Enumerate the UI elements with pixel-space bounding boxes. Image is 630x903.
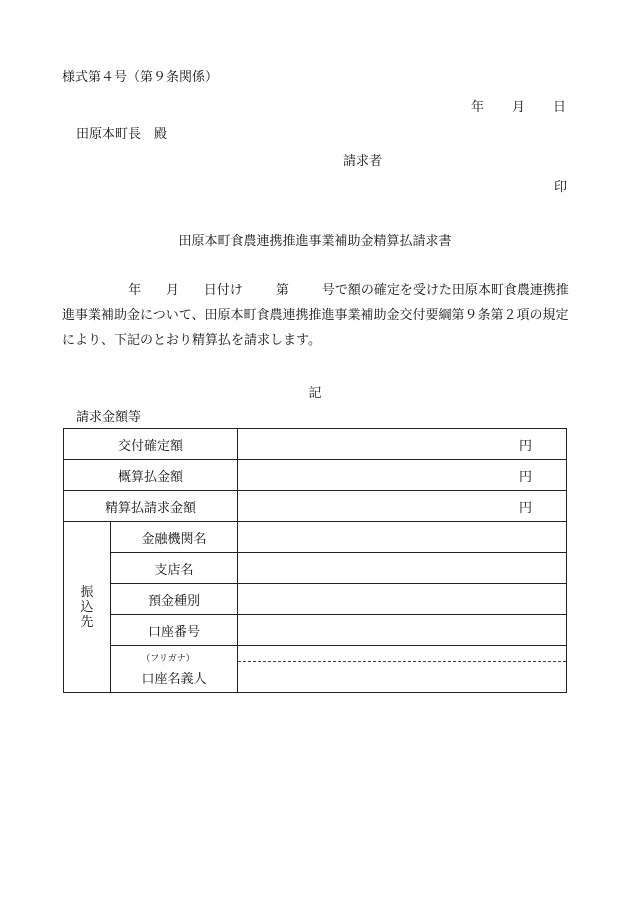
holder-name-field[interactable] bbox=[238, 661, 566, 692]
amount-cell[interactable] bbox=[238, 491, 567, 522]
table-row bbox=[64, 584, 567, 615]
row-label: 預金種別 bbox=[111, 584, 238, 615]
row-label: 支店名 bbox=[111, 553, 238, 584]
amount-cell[interactable] bbox=[238, 429, 567, 460]
furigana-field[interactable] bbox=[238, 646, 566, 661]
body-year: 年 bbox=[128, 283, 142, 298]
body-paragraph bbox=[62, 278, 572, 353]
table-row bbox=[64, 646, 567, 693]
body-text: 号で額の確定を受けた田原本町食農連携推進事業補助金について、田原本町食農連携推進事業補助金交付要綱第９条第２項の規定により、下記のとおり精算払を請求します。 bbox=[62, 283, 569, 348]
seal-mark: 印 bbox=[553, 180, 567, 195]
body-number-prefix: 第 bbox=[275, 283, 289, 298]
yen-unit: 円 bbox=[518, 469, 532, 485]
body-month: 月 bbox=[165, 283, 179, 298]
account-holder-label-cell bbox=[111, 646, 238, 693]
document-title: 田原本町食農連携推進事業補助金精算払請求書 bbox=[178, 234, 452, 249]
table-row bbox=[64, 429, 567, 460]
date-line bbox=[471, 96, 566, 115]
table-row bbox=[64, 615, 567, 646]
yen-unit: 円 bbox=[518, 500, 532, 516]
row-label: 精算払請求金額 bbox=[64, 491, 238, 522]
value-cell[interactable] bbox=[238, 615, 567, 646]
row-label: 口座名義人 bbox=[141, 672, 207, 687]
table-row bbox=[64, 553, 567, 584]
date-year: 年 bbox=[470, 100, 484, 115]
amount-cell[interactable] bbox=[238, 460, 567, 491]
row-label: 口座番号 bbox=[111, 615, 238, 646]
date-month: 月 bbox=[511, 100, 525, 115]
row-label: 交付確定額 bbox=[64, 429, 238, 460]
yen-unit: 円 bbox=[518, 438, 532, 454]
date-day: 日 bbox=[552, 100, 566, 115]
furigana-label: （フリガナ） bbox=[141, 654, 195, 664]
table-row bbox=[64, 491, 567, 522]
section-label: 請求金額等 bbox=[76, 410, 142, 425]
account-holder-cell[interactable] bbox=[238, 646, 567, 693]
value-cell[interactable] bbox=[238, 522, 567, 553]
addressee: 田原本町長 殿 bbox=[76, 127, 168, 142]
row-label: 金融機関名 bbox=[111, 522, 238, 553]
value-cell[interactable] bbox=[238, 553, 567, 584]
ki-heading: 記 bbox=[308, 386, 322, 401]
body-dated: 日付け bbox=[203, 283, 243, 298]
claim-table bbox=[63, 428, 567, 693]
claimant-label: 請求者 bbox=[343, 154, 383, 169]
transfer-group-label: 振込先 bbox=[64, 522, 111, 693]
table-row bbox=[64, 460, 567, 491]
form-number: 様式第４号（第９条関係） bbox=[62, 70, 219, 85]
value-cell[interactable] bbox=[238, 584, 567, 615]
row-label: 概算払金額 bbox=[64, 460, 238, 491]
table-row bbox=[64, 522, 567, 553]
